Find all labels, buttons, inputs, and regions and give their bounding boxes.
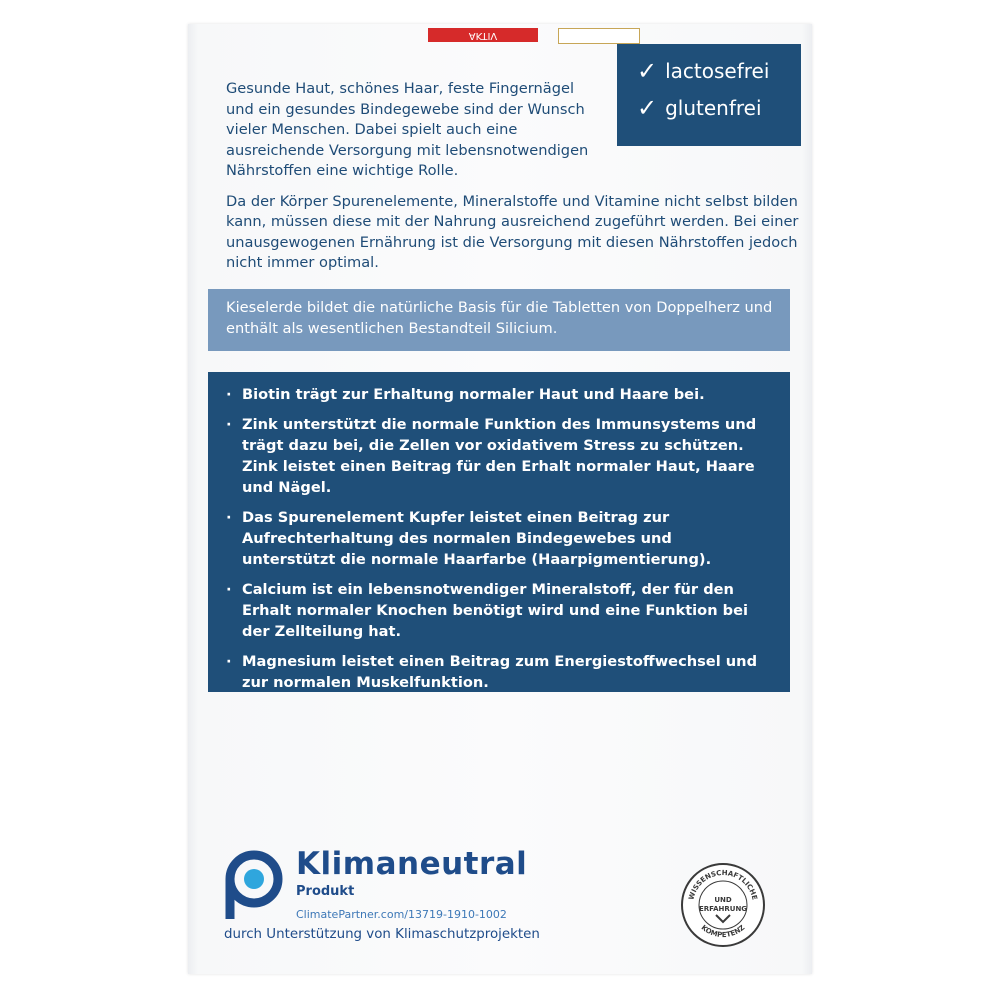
svg-text:KOMPETENZ: KOMPETENZ (699, 923, 747, 940)
climatepartner-logo-icon (224, 849, 284, 921)
highlight-band (208, 289, 790, 351)
lactose-free-label: lactosefrei (665, 59, 770, 83)
small-tab (558, 28, 640, 44)
benefits-panel (208, 372, 790, 692)
intro-text (226, 79, 806, 284)
benefit-item-copper: · Das Spurenelement Kupfer leistet einen Beitrag zur Aufrechterhaltung des normalen Bindegewebes und unterstützt die normale Haarfarbe (Haarpigmentierung). (226, 507, 770, 570)
red-tab: AKTIV (428, 28, 538, 42)
header-remnant (240, 24, 800, 44)
svg-text:WISSENSCHAFTLICHE: WISSENSCHAFTLICHE (687, 868, 759, 901)
climate-url: ClimatePartner.com/13719-1910-1002 (296, 908, 507, 921)
highlight-text: Kieselerde bildet die natürliche Basis für die Tabletten von Doppelherz und enthält als wesentlichen Bestandteil Silicium. (226, 299, 773, 337)
check-icon: ✓ (637, 94, 658, 122)
benefit-item-calcium: · Calcium ist ein lebensnotwendiger Mineralstoff, der für den Erhalt normaler Knochen benötigt wird und eine Funktion bei der Zellteilung hat. (226, 579, 770, 642)
intro-paragraph-1: Gesunde Haut, schönes Haar, feste Fingernägel und ein gesundes Bindegewebe sind der Wunsch vieler Menschen. Dabei spielt auch eine ausreichende Versorgung mit lebensnotwendigen Nährstoffen eine wichtige Rolle. (226, 80, 589, 179)
intro-paragraph-2: Da der Körper Spurenelemente, Mineralstoffe und Vitamine nicht selbst bilden kann, müssen diese mit der Nahrung ausreichend zugeführt werden. Bei einer unausgewogenen Ernährung ist die Versorgung mit diesen Nährstoffen jedoch nicht immer optimal. (226, 192, 799, 271)
check-icon: ✓ (637, 57, 658, 85)
climate-subtitle: Produkt (296, 884, 355, 899)
product-box-back (188, 24, 812, 974)
climate-title: Klimaneutral (296, 846, 528, 882)
seal-icon (680, 862, 766, 948)
benefit-item-biotin: · Biotin trägt zur Erhaltung normaler Haut und Haare bei. (226, 384, 770, 405)
climate-neutral-block (224, 846, 624, 956)
seal-center-line-2: ERFAHRUNG (698, 905, 748, 913)
benefits-list (226, 384, 770, 693)
seal-center-line-1: UND (714, 896, 732, 904)
benefit-item-zinc: · Zink unterstützt die normale Funktion des Immunsystems und trägt dazu bei, die Zellen vor oxidativem Stress zu schützen. Zink leistet einen Beitrag für den Erhalt normaler Haut, Haare und Nägel. (226, 414, 770, 498)
climate-support-text: durch Unterstützung von Klimaschutzprojekten (224, 927, 540, 942)
benefit-item-magnesium: · Magnesium leistet einen Beitrag zum Energiestoffwechsel und zur normalen Muskelfunktion. (226, 651, 770, 693)
gluten-free-label: glutenfrei (665, 96, 762, 120)
